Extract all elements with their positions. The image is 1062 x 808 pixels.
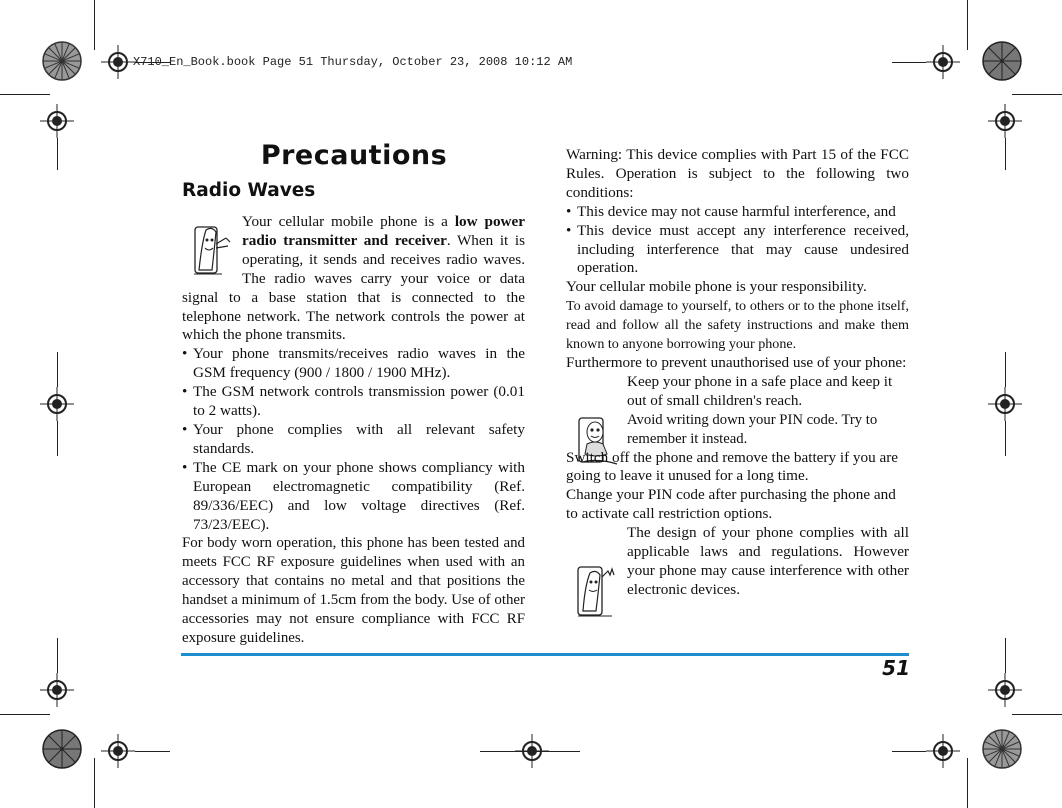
responsibility-paragraph: Your cellular mobile phone is your responsibility.	[566, 278, 867, 296]
list-item	[182, 383, 525, 421]
design-compliance-paragraph: The design of your phone complies with all applicable laws and regulations. However your phone may cause interference with other electronic devices.	[627, 524, 909, 598]
safe-place-paragraph: Keep your phone in a safe place and keep it out of small children's reach.	[627, 372, 893, 409]
safe-place-block	[566, 373, 909, 449]
crop-mark	[0, 714, 50, 715]
crop-mark	[1005, 421, 1006, 456]
starburst-target-icon	[42, 729, 82, 769]
bullet-text: The GSM network controls transmission power (0.01 to 2 watts).	[193, 383, 525, 420]
pin-writing-paragraph: Avoid writing down your PIN code. Try to remember it instead.	[627, 411, 878, 447]
crop-mark	[94, 0, 95, 50]
registration-mark-icon	[101, 45, 135, 79]
bullet-glyph: •	[182, 345, 188, 363]
registration-mark-icon	[40, 673, 74, 707]
registration-mark-icon	[926, 45, 960, 79]
right-column	[566, 146, 909, 600]
bullet-glyph: •	[182, 458, 188, 476]
bullet-text: Your phone transmits/receives radio waves in the GSM frequency (900 / 1800 / 1900 MHz).	[193, 345, 525, 382]
starburst-target-icon	[42, 41, 82, 81]
intro-text: Your cellular mobile phone is a	[242, 213, 455, 230]
page-number: 51	[882, 656, 910, 680]
bullet-glyph: •	[566, 221, 572, 239]
registration-mark-icon	[988, 104, 1022, 138]
fcc-warning-paragraph: Warning: This device complies with Part 15 of the FCC Rules. Operation is subject to the following two conditions:	[566, 146, 909, 201]
crop-mark	[967, 758, 968, 808]
crop-mark	[1005, 138, 1006, 170]
registration-mark-icon	[40, 387, 74, 421]
list-item	[566, 222, 909, 279]
change-pin-paragraph: Change your PIN code after purchasing the phone and to activate call restriction options.	[566, 486, 896, 523]
bullet-text: Your phone complies with all relevant safety standards.	[193, 420, 525, 457]
crop-mark	[0, 94, 50, 95]
page-title: Precautions	[260, 140, 448, 171]
crop-mark	[57, 638, 58, 673]
bullet-text: The CE mark on your phone shows compliancy with European electromagnetic compatibility (Ref. 89/336/EEC) and low voltage directives (Ref. 73/23/EEC).	[193, 458, 525, 533]
section-title: Radio Waves	[182, 180, 316, 201]
bullet-glyph: •	[182, 383, 188, 401]
crop-mark	[967, 0, 968, 50]
registration-mark-icon	[926, 734, 960, 768]
unauthorised-use-paragraph: Furthermore to prevent unauthorised use of your phone:	[566, 353, 907, 371]
condition-text: This device must accept any interference received, including interference that may cause undesired operation.	[577, 221, 909, 277]
list-item	[182, 459, 525, 535]
crop-mark	[135, 751, 170, 752]
starburst-target-icon	[982, 41, 1022, 81]
registration-mark-icon	[988, 673, 1022, 707]
intro-bold-text: low power radio transmitter and receiver	[242, 213, 525, 249]
list-item	[566, 203, 909, 222]
print-header-stamp: X710_En_Book.book Page 51 Thursday, October 23, 2008 10:12 AM	[133, 55, 573, 69]
condition-text: This device may not cause harmful interference, and	[577, 202, 896, 220]
crop-mark	[1005, 638, 1006, 673]
crop-mark	[57, 352, 58, 387]
registration-mark-icon	[40, 104, 74, 138]
fcc-body-worn-paragraph: For body worn operation, this phone has been tested and meets FCC RF exposure guidelines when used with an accessory that contains no metal and that positions the handset a minimum of 1.5cm from the body. Use of other accessories may not ensure compliance with FCC RF exposure guidelines.	[182, 535, 525, 646]
intro-text-end: . When it is operating, it sends and receives radio waves. The radio waves carry your voice or data signal to a base station that is connected to the telephone network. The network controls the power at which the phone transmits.	[182, 231, 525, 344]
registration-mark-icon	[101, 734, 135, 768]
left-column	[182, 213, 525, 648]
list-item	[182, 345, 525, 383]
list-item	[182, 421, 525, 459]
icon-float-spacer	[182, 213, 242, 271]
starburst-target-icon	[982, 729, 1022, 769]
crop-mark	[892, 751, 926, 752]
crop-mark	[1012, 714, 1062, 715]
bullet-glyph: •	[182, 420, 188, 438]
registration-mark-icon	[988, 387, 1022, 421]
footer-rule	[181, 653, 909, 656]
bullet-glyph: •	[566, 202, 572, 220]
crop-mark	[480, 751, 580, 752]
switch-off-paragraph: Switch off the phone and remove the battery if you are going to leave it unused for a long time.	[566, 448, 899, 485]
avoid-damage-paragraph: To avoid damage to yourself, to others or to the phone itself, read and follow all the safety instructions and make them known to anyone borrowing your phone.	[566, 298, 909, 353]
crop-mark	[1012, 94, 1062, 95]
crop-mark	[892, 62, 926, 63]
design-block	[566, 524, 909, 600]
radio-intro-paragraph	[182, 213, 525, 345]
crop-mark	[94, 758, 95, 808]
crop-mark	[1005, 352, 1006, 387]
crop-mark	[57, 138, 58, 170]
crop-mark	[57, 421, 58, 456]
